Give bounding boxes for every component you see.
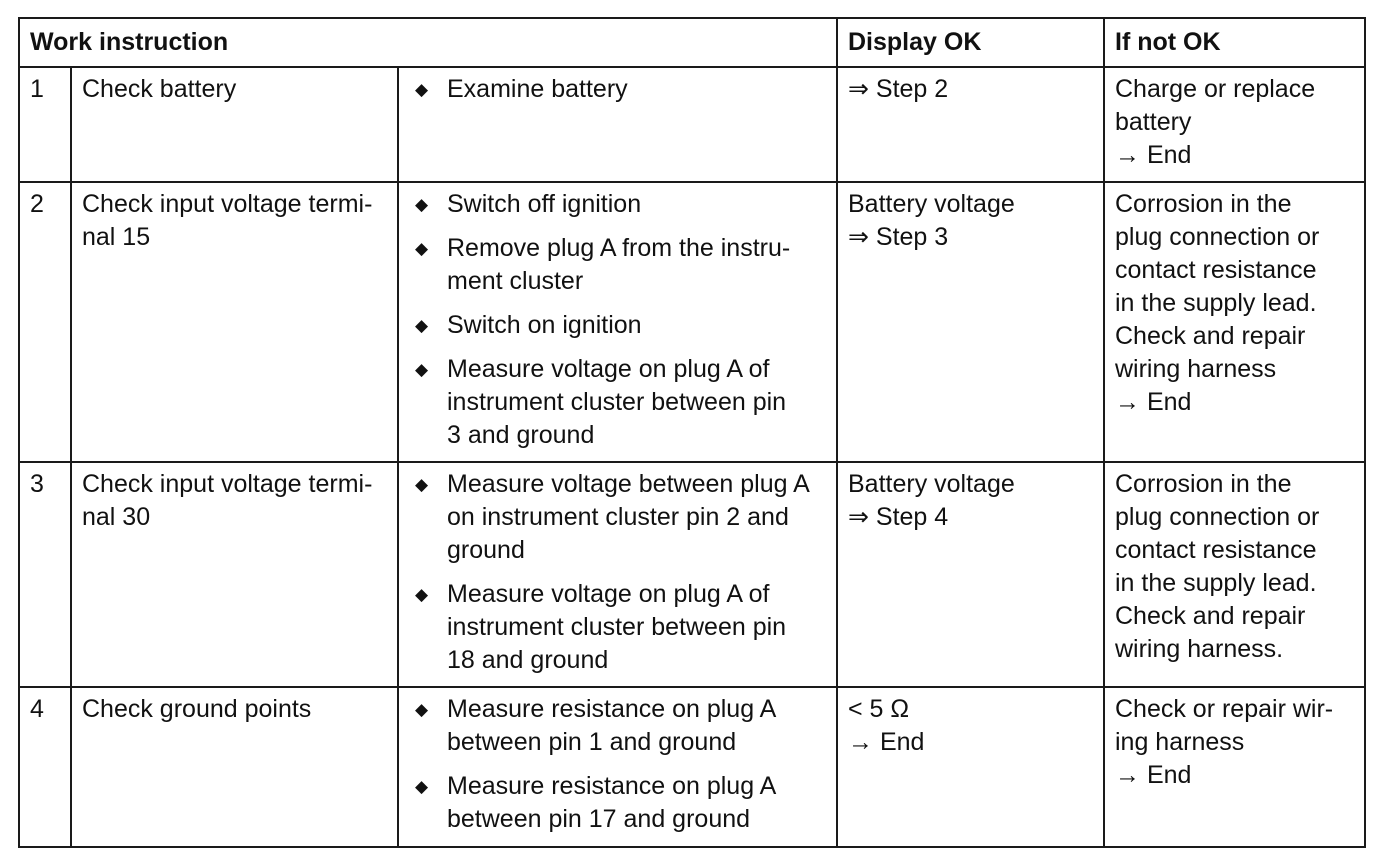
if-not-ok-cell: [1104, 67, 1365, 182]
table-row: [19, 462, 1365, 687]
header-work-instruction: Work instruction: [19, 18, 837, 67]
action-item: [409, 578, 826, 677]
display-ok-line: → End: [848, 728, 925, 756]
diamond-bullet-icon: ◆: [415, 316, 429, 335]
action-text-line: Measure resistance on plug A: [447, 695, 777, 723]
if-not-ok-line: Check and repair: [1115, 322, 1306, 350]
step-number: 1: [19, 67, 71, 182]
action-item: [409, 73, 826, 106]
diamond-bullet-icon: ◆: [415, 80, 429, 99]
action-item: [409, 353, 826, 452]
display-ok-line: ⇒ Step 2: [848, 75, 949, 103]
step-number: 4: [19, 687, 71, 847]
action-list: [409, 693, 826, 836]
step-actions: [398, 67, 837, 182]
action-item: [409, 770, 826, 836]
action-text-line: Switch on ignition: [447, 311, 642, 339]
action-text-line: instrument cluster between pin: [447, 388, 787, 416]
display-ok-cell: [837, 687, 1104, 847]
action-item: [409, 468, 826, 567]
step-title: [71, 687, 398, 847]
step-actions: [398, 462, 837, 687]
display-ok-line: ⇒ Step 3: [848, 223, 949, 251]
action-text-line: between pin 17 and ground: [447, 805, 751, 833]
action-text-line: instrument cluster between pin: [447, 613, 787, 641]
step-actions: [398, 687, 837, 847]
step-title: [71, 182, 398, 462]
if-not-ok-cell: [1104, 182, 1365, 462]
diamond-bullet-icon: ◆: [415, 700, 429, 719]
display-ok-line: Battery voltage: [848, 470, 1015, 498]
table-row: [19, 67, 1365, 182]
action-item: [409, 188, 826, 221]
display-ok-line: Battery voltage: [848, 190, 1015, 218]
if-not-ok-line: wiring harness: [1115, 355, 1277, 383]
display-ok-cell: [837, 182, 1104, 462]
if-not-ok-line: → End: [1115, 388, 1192, 416]
action-item: [409, 693, 826, 759]
if-not-ok-line: Charge or replace: [1115, 75, 1316, 103]
step-title-line: Check input voltage termi-: [82, 190, 373, 218]
if-not-ok-line: in the supply lead.: [1115, 289, 1317, 317]
action-text-line: Measure resistance on plug A: [447, 772, 777, 800]
display-ok-line: < 5 Ω: [848, 695, 910, 723]
diamond-bullet-icon: ◆: [415, 777, 429, 796]
step-actions: [398, 182, 837, 462]
action-text-line: Switch off ignition: [447, 190, 642, 218]
if-not-ok-line: Check or repair wir-: [1115, 695, 1334, 723]
step-title-line: nal 15: [82, 223, 151, 251]
if-not-ok-line: plug connection or: [1115, 503, 1320, 531]
if-not-ok-cell: [1104, 462, 1365, 687]
if-not-ok-line: Check and repair: [1115, 602, 1306, 630]
diamond-bullet-icon: ◆: [415, 195, 429, 214]
action-item: [409, 232, 826, 298]
if-not-ok-line: ing harness: [1115, 728, 1245, 756]
action-text-line: between pin 1 and ground: [447, 728, 737, 756]
action-list: [409, 73, 826, 106]
if-not-ok-cell: [1104, 687, 1365, 847]
header-row: [19, 18, 1365, 67]
header-if-not-ok: If not OK: [1104, 18, 1365, 67]
diamond-bullet-icon: ◆: [415, 475, 429, 494]
if-not-ok-line: Corrosion in the: [1115, 470, 1292, 498]
action-list: [409, 188, 826, 452]
if-not-ok-line: in the supply lead.: [1115, 569, 1317, 597]
display-ok-cell: [837, 462, 1104, 687]
action-text-line: 18 and ground: [447, 646, 609, 674]
action-list: [409, 468, 826, 677]
if-not-ok-line: plug connection or: [1115, 223, 1320, 251]
display-ok-cell: [837, 67, 1104, 182]
action-text-line: Measure voltage on plug A of: [447, 355, 770, 383]
action-text-line: 3 and ground: [447, 421, 595, 449]
step-title-line: Check ground points: [82, 695, 312, 723]
if-not-ok-line: battery: [1115, 108, 1192, 136]
step-title-line: Check input voltage termi-: [82, 470, 373, 498]
action-text-line: on instrument cluster pin 2 and: [447, 503, 789, 531]
header-display-ok: Display OK: [837, 18, 1104, 67]
diamond-bullet-icon: ◆: [415, 360, 429, 379]
step-number: 3: [19, 462, 71, 687]
step-title: [71, 67, 398, 182]
action-text-line: Remove plug A from the instru-: [447, 234, 791, 262]
work-instruction-table: [18, 17, 1366, 848]
table-row: [19, 687, 1365, 847]
diamond-bullet-icon: ◆: [415, 585, 429, 604]
action-text-line: Measure voltage between plug A: [447, 470, 810, 498]
display-ok-line: ⇒ Step 4: [848, 503, 949, 531]
action-text-line: ment cluster: [447, 267, 584, 295]
step-title-line: Check battery: [82, 75, 237, 103]
table-body: [19, 18, 1365, 847]
action-item: [409, 309, 826, 342]
if-not-ok-line: Corrosion in the: [1115, 190, 1292, 218]
if-not-ok-line: → End: [1115, 141, 1192, 169]
step-title-line: nal 30: [82, 503, 151, 531]
action-text-line: Measure voltage on plug A of: [447, 580, 770, 608]
action-text-line: Examine battery: [447, 75, 628, 103]
step-number: 2: [19, 182, 71, 462]
diamond-bullet-icon: ◆: [415, 239, 429, 258]
if-not-ok-line: contact resistance: [1115, 256, 1317, 284]
action-text-line: ground: [447, 536, 525, 564]
if-not-ok-line: contact resistance: [1115, 536, 1317, 564]
step-title: [71, 462, 398, 687]
if-not-ok-line: → End: [1115, 761, 1192, 789]
if-not-ok-line: wiring harness.: [1115, 635, 1284, 663]
table-row: [19, 182, 1365, 462]
